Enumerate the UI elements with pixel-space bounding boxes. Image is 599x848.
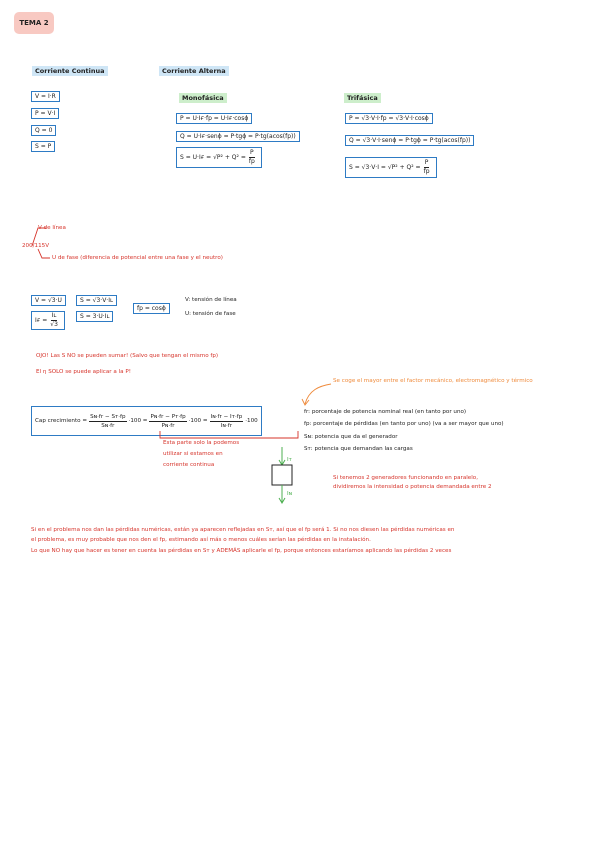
orange-arrow: [295, 380, 335, 410]
def-u: U: tensión de fase: [185, 311, 236, 317]
growth-s-den: Sɴ·fr: [101, 422, 115, 429]
mono-formula-s: [176, 147, 262, 168]
relation-s2: S = 3·U·Iʟ: [76, 311, 113, 322]
mono-s-prefix: S = U·Iғ = √P² + Q² =: [180, 154, 246, 161]
relation-i-num: Iʟ: [51, 312, 57, 319]
growth-fraction-p: [149, 413, 186, 430]
dc-note-1: Esta parte solo la podemos: [163, 440, 240, 446]
relation-fp: fp = cosϕ: [133, 303, 170, 314]
def-v: V: tensión de línea: [185, 297, 237, 303]
header-dc: Corriente Continua: [32, 66, 108, 76]
growth-p-num: Pɴ·fr − Pᴛ·fp: [150, 413, 186, 420]
relation-i-den: √3: [50, 321, 58, 328]
growth-i-num: Iɴ·fr − Iᴛ·fp: [210, 413, 243, 420]
generator-i-bottom: Iɴ: [287, 491, 293, 497]
relation-i: [31, 311, 65, 330]
tri-s-fraction: [423, 159, 431, 176]
relation-i-prefix: Iғ =: [35, 317, 48, 324]
mono-formula-q: Q = U·Iғ·senϕ = P·tgϕ = P·tg(acos(fp)): [176, 131, 300, 142]
mono-formula-p: P = U·Iғ·fp = U·Iғ·cosϕ: [176, 113, 252, 124]
growth-fraction-i: [210, 413, 244, 430]
bottom-note-1: Si en el problema nos dan las pérdidas numéricas, están ya aparecen reflejadas en Sᴛ, así que el fp será 1. Si no nos diesen las pérdidas numéricas en: [31, 527, 455, 533]
generator-diagram: [262, 445, 302, 507]
generator-note-2: dividiremos la intensidad o potencia demandada entre 2: [333, 484, 492, 490]
dc-formula-ohm: V = I·R: [31, 91, 60, 102]
orange-note: Se coge el mayor entre el factor mecánico, electromagnético y térmico: [333, 378, 533, 384]
tri-formula-q: Q = √3·V·I·senϕ = P·tgϕ = P·tg(acos(fp)): [345, 135, 474, 146]
dc-formula-reactive: Q = 0: [31, 125, 56, 136]
note-ojo: OJO! Las S NO se pueden sumar! (Salvo que tengan el mismo fp): [36, 353, 219, 359]
mono-s-fraction: [248, 149, 256, 166]
page-title: TEMA 2: [14, 12, 54, 34]
growth-i-den: Iɴ·fr: [220, 422, 233, 429]
growth-times-2: ·100 =: [188, 418, 208, 424]
growth-times-1: ·100 =: [128, 418, 148, 424]
growth-fraction-s: [89, 413, 127, 430]
definition-fr: fr: porcentaje de potencia nominal real (en tanto por uno): [304, 409, 467, 415]
tri-s-den: fp: [423, 168, 430, 175]
header-mono: Monofásica: [179, 93, 227, 103]
generator-i-top: Iᴛ: [287, 457, 292, 463]
tri-formula-s: [345, 157, 437, 178]
relation-s1: S = √3·V·Iʟ: [76, 295, 117, 306]
definition-fp: fp: porcentaje de pérdidas (en tanto por uno) (va a ser mayor que uno): [304, 421, 504, 427]
growth-s-num: Sɴ·fr − Sᴛ·fp: [90, 413, 126, 420]
growth-label: Cap crecimiento =: [35, 418, 88, 424]
note-eta: El η SOLO se puede aplicar a la P!: [36, 369, 131, 375]
mono-s-num: P: [250, 149, 254, 156]
definition-st: Sᴛ: potencia que demandan las cargas: [304, 446, 413, 452]
tri-s-prefix: S = √3·V·I = √P² + Q² =: [349, 164, 421, 171]
voltage-value: 200/115V: [22, 243, 50, 249]
dc-formula-power: P = V·I: [31, 108, 59, 119]
relation-i-fraction: [49, 312, 59, 329]
growth-times-3: ·100: [245, 418, 258, 424]
growth-p-den: Pɴ·fr: [161, 422, 175, 429]
generator-note-1: Si tenemos 2 generadores funcionando en paralelo,: [333, 475, 478, 481]
v-line-label: V de línea: [38, 225, 66, 231]
header-ac: Corriente Alterna: [159, 66, 229, 76]
bottom-note-2: el problema, es muy probable que nos den el fp, estimando así más o menos cuáles serían las pérdidas en la instalación.: [31, 537, 371, 543]
tri-formula-p: P = √3·V·I·fp = √3·V·I·cosϕ: [345, 113, 433, 124]
bottom-note-3: Lo que NO hay que hacer es tener en cuenta las pérdidas en Sᴛ y ADEMÁS aplicarle el fp, porque entonces estaríamos aplicando las pérdidas 2 veces: [31, 548, 452, 554]
tri-s-num: P: [424, 159, 429, 166]
u-phase-label: U de fase (diferencia de potencial entre una fase y el neutro): [52, 255, 223, 261]
dc-note-2: utilizar si estamos en: [163, 451, 223, 457]
definition-sn: Sɴ: potencia que da el generador: [304, 434, 398, 440]
dc-formula-apparent: S = P: [31, 141, 55, 152]
relation-v: V = √3·U: [31, 295, 66, 306]
header-tri: Trifásica: [344, 93, 381, 103]
mono-s-den: fp: [248, 158, 255, 165]
dc-note-3: corriente continua: [163, 462, 215, 468]
